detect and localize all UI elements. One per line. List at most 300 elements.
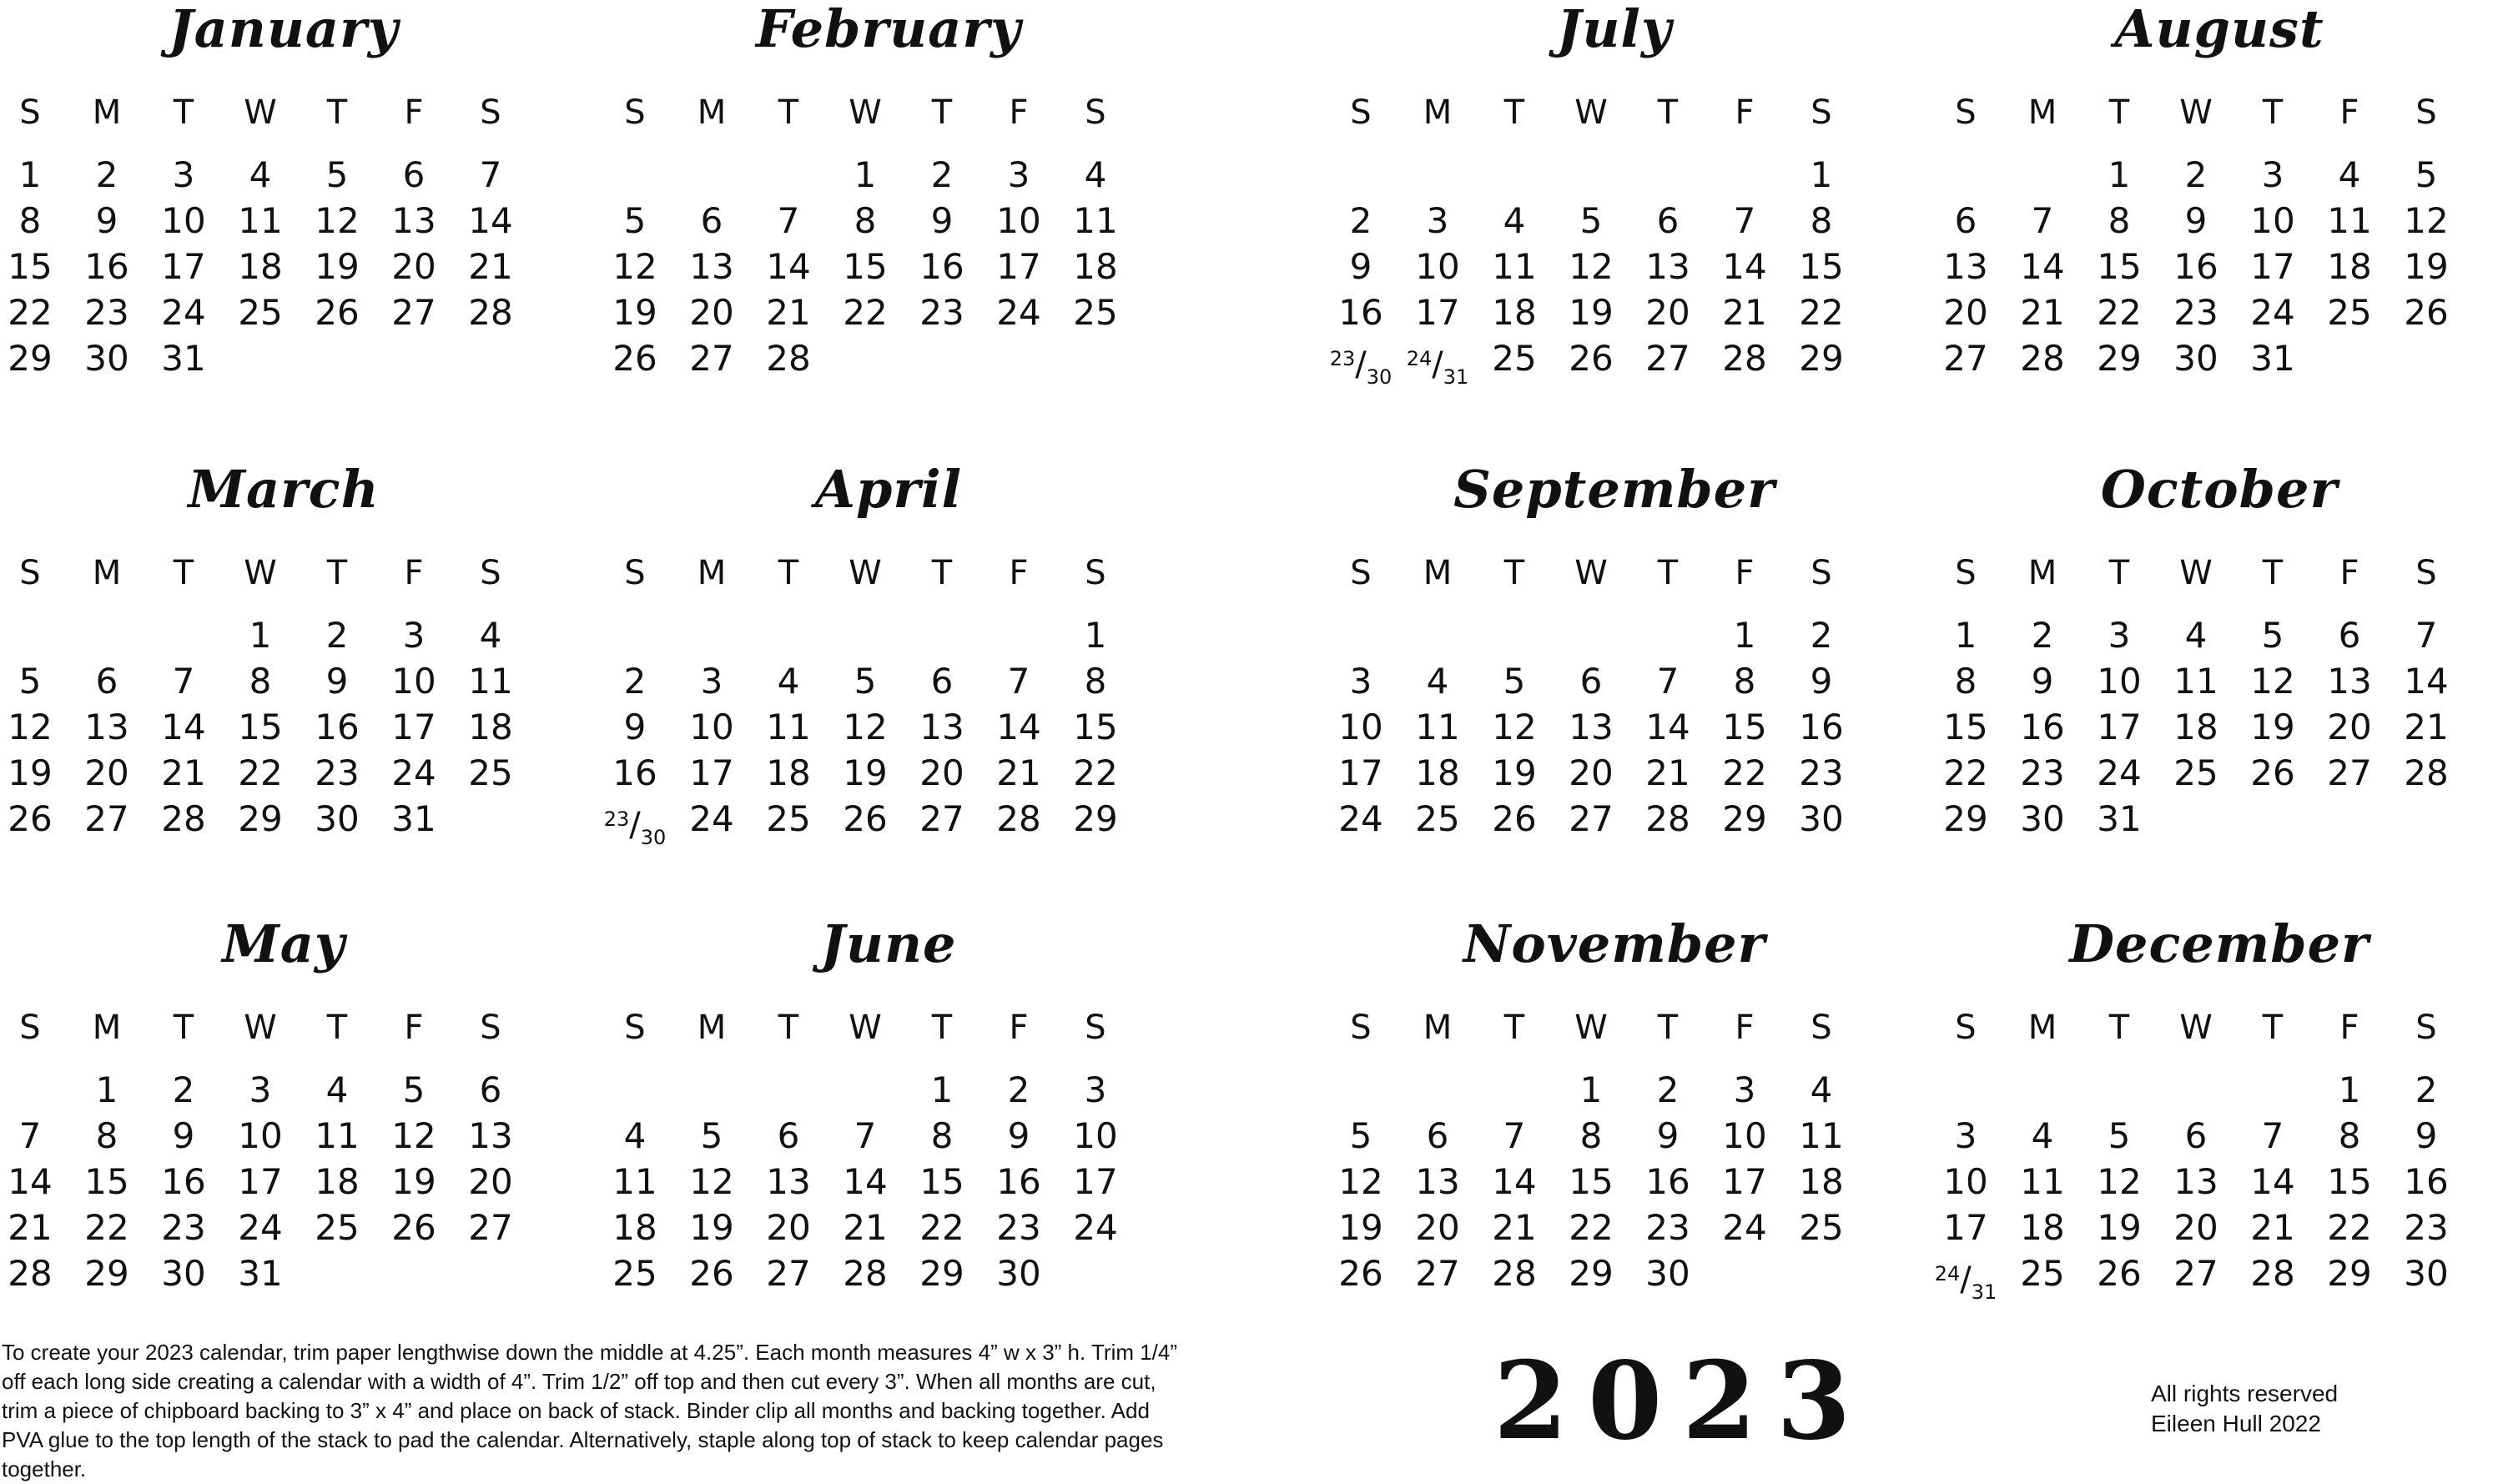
day-cell: 14 — [468, 200, 513, 241]
day-cell: 25 — [468, 752, 513, 793]
day-cell: 9 — [1810, 661, 1833, 702]
weekday-header: W — [244, 1009, 277, 1047]
weekday-header: W — [1574, 554, 1608, 592]
day-cell: 17 — [2250, 246, 2295, 287]
day-cell: 5 — [854, 661, 877, 702]
day-cell: 14 — [8, 1161, 53, 1202]
day-cell: 25 — [1492, 338, 1537, 379]
day-cell: 6 — [2338, 615, 2361, 656]
day-cell: 5 — [2415, 154, 2438, 195]
day-cell: 6 — [700, 200, 723, 241]
month-december — [1936, 915, 2503, 1332]
weekday-header: T — [778, 554, 799, 592]
weekday-header: T — [326, 1009, 348, 1047]
weekday-header: F — [2339, 554, 2359, 592]
day-cell: 24 — [1722, 1207, 1767, 1248]
day-cell: 28 — [2404, 752, 2449, 793]
day-cell: 15 — [1073, 707, 1118, 747]
day-cell-shared: $^{23}/_{30}$ — [603, 806, 667, 849]
day-cell: 22 — [2097, 292, 2142, 333]
day-cell: 12 — [843, 707, 888, 747]
copyright-notice — [2151, 1379, 2338, 1439]
day-cell: 22 — [8, 292, 53, 333]
day-cell: 14 — [2404, 661, 2449, 702]
day-cell: 4 — [1810, 1069, 1833, 1110]
day-cell: 2 — [2415, 1069, 2438, 1110]
weekday-header: M — [697, 554, 727, 592]
weekday-header: S — [480, 554, 501, 592]
day-cell: 11 — [468, 661, 513, 702]
day-cell: 24 — [1073, 1207, 1118, 1248]
day-cell: 21 — [161, 752, 206, 793]
day-cell: 26 — [8, 798, 53, 839]
weekday-header: T — [931, 1009, 953, 1047]
day-cell: 30 — [2173, 338, 2218, 379]
day-cell: 24 — [238, 1207, 283, 1248]
day-cell: 13 — [1943, 246, 1988, 287]
month-october — [1936, 460, 2503, 878]
day-cell: 7 — [2261, 1115, 2284, 1156]
day-cell: 27 — [689, 338, 734, 379]
day-cell: 10 — [1073, 1115, 1118, 1156]
day-cell: 3 — [2261, 154, 2284, 195]
day-cell: 10 — [2097, 661, 2142, 702]
day-cell: 22 — [843, 292, 888, 333]
day-cell: 5 — [700, 1115, 723, 1156]
day-cell: 7 — [1007, 661, 1030, 702]
weekday-header: S — [1350, 1009, 1372, 1047]
day-cell: 26 — [1338, 1253, 1383, 1294]
weekday-header: S — [624, 554, 646, 592]
day-cell: 25 — [1415, 798, 1460, 839]
weekday-header: T — [778, 93, 799, 132]
day-cell: 15 — [1943, 707, 1988, 747]
day-cell: 16 — [2173, 246, 2218, 287]
weekday-header: F — [2339, 1009, 2359, 1047]
day-cell: 25 — [2327, 292, 2372, 333]
day-cell: 11 — [1799, 1115, 1844, 1156]
month-title: October — [2100, 459, 2339, 520]
day-cell: 6 — [1426, 1115, 1449, 1156]
day-cell: 25 — [2173, 752, 2218, 793]
day-cell: 22 — [919, 1207, 964, 1248]
day-cell: 7 — [777, 200, 800, 241]
day-cell: 13 — [2173, 1161, 2218, 1202]
day-cell: 9 — [1007, 1115, 1030, 1156]
day-cell: 7 — [854, 1115, 877, 1156]
day-cell: 1 — [930, 1069, 954, 1110]
day-cell: 9 — [1656, 1115, 1680, 1156]
weekday-header: F — [1735, 1009, 1755, 1047]
day-cell: 2 — [2031, 615, 2054, 656]
day-cell: 13 — [1569, 707, 1614, 747]
day-cell: 2 — [1810, 615, 1833, 656]
day-cell: 29 — [1569, 1253, 1614, 1294]
day-cell: 22 — [84, 1207, 129, 1248]
day-cell: 14 — [996, 707, 1041, 747]
weekday-header: M — [2027, 93, 2057, 132]
day-cell: 18 — [1415, 752, 1460, 793]
day-cell: 9 — [95, 200, 118, 241]
weekday-header: S — [480, 93, 501, 132]
day-cell: 15 — [238, 707, 283, 747]
day-cell: 8 — [249, 661, 272, 702]
day-cell: 11 — [1492, 246, 1537, 287]
day-cell: 8 — [1579, 1115, 1603, 1156]
weekday-header: T — [1657, 1009, 1679, 1047]
weekday-header: W — [2179, 1009, 2213, 1047]
day-cell: 13 — [84, 707, 129, 747]
day-cell: 12 — [8, 707, 53, 747]
day-cell: 22 — [1073, 752, 1118, 793]
day-cell: 22 — [1943, 752, 1988, 793]
day-cell: 19 — [1492, 752, 1537, 793]
day-cell: 8 — [2338, 1115, 2361, 1156]
weekday-header: F — [1735, 554, 1755, 592]
day-cell: 16 — [2020, 707, 2065, 747]
day-cell: 21 — [996, 752, 1041, 793]
day-cell: 18 — [2173, 707, 2218, 747]
day-cell: 2 — [1349, 200, 1372, 241]
day-cell: 6 — [777, 1115, 800, 1156]
month-title: August — [2114, 0, 2324, 59]
day-cell: 21 — [1645, 752, 1690, 793]
day-cell: 6 — [95, 661, 118, 702]
weekday-header: S — [1955, 93, 1977, 132]
day-cell: 5 — [2261, 615, 2284, 656]
day-cell: 20 — [919, 752, 964, 793]
day-cell: 16 — [1799, 707, 1844, 747]
day-cell: 23 — [84, 292, 129, 333]
day-cell: 24 — [391, 752, 436, 793]
day-cell: 14 — [1645, 707, 1690, 747]
day-cell: 17 — [996, 246, 1041, 287]
day-cell: 27 — [1415, 1253, 1460, 1294]
day-cell: 5 — [2108, 1115, 2131, 1156]
day-cell: 15 — [919, 1161, 964, 1202]
day-cell: 20 — [1645, 292, 1690, 333]
weekday-header: S — [1085, 93, 1106, 132]
month-march — [0, 460, 584, 878]
weekday-header: M — [1423, 554, 1453, 592]
day-cell: 21 — [2404, 707, 2449, 747]
month-title: April — [814, 459, 963, 520]
day-cell: 20 — [391, 246, 436, 287]
month-title: June — [820, 913, 957, 974]
weekday-header: M — [2027, 1009, 2057, 1047]
day-cell: 18 — [612, 1207, 657, 1248]
month-title: December — [2069, 913, 2370, 974]
day-cell-shared: $^{23}/_{30}$ — [1329, 345, 1393, 389]
day-cell: 5 — [1349, 1115, 1372, 1156]
weekday-header: F — [1735, 93, 1755, 132]
day-cell: 16 — [919, 246, 964, 287]
day-cell: 15 — [2097, 246, 2142, 287]
day-cell: 12 — [689, 1161, 734, 1202]
day-cell: 8 — [95, 1115, 118, 1156]
day-cell: 28 — [2020, 338, 2065, 379]
day-cell: 29 — [84, 1253, 129, 1294]
day-cell: 8 — [18, 200, 42, 241]
day-cell: 4 — [2338, 154, 2361, 195]
day-cell: 24 — [161, 292, 206, 333]
day-cell: 4 — [249, 154, 272, 195]
day-cell: 22 — [238, 752, 283, 793]
day-cell: 27 — [84, 798, 129, 839]
day-cell: 25 — [2020, 1253, 2065, 1294]
day-cell: 21 — [8, 1207, 53, 1248]
day-cell: 13 — [766, 1161, 811, 1202]
day-cell: 8 — [930, 1115, 954, 1156]
day-cell: 5 — [1503, 661, 1526, 702]
day-cell: 4 — [1426, 661, 1449, 702]
day-cell: 10 — [161, 200, 206, 241]
day-cell: 12 — [2404, 200, 2449, 241]
day-cell: 8 — [1084, 661, 1107, 702]
day-cell: 15 — [2327, 1161, 2372, 1202]
day-cell: 23 — [2404, 1207, 2449, 1248]
day-cell: 23 — [2173, 292, 2218, 333]
day-cell: 5 — [18, 661, 42, 702]
day-cell: 28 — [1722, 338, 1767, 379]
day-cell: 2 — [172, 1069, 195, 1110]
weekday-header: F — [2339, 93, 2359, 132]
day-cell: 10 — [2250, 200, 2295, 241]
day-cell: 28 — [8, 1253, 53, 1294]
day-cell: 18 — [2020, 1207, 2065, 1248]
instructions-text: To create your 2023 calendar, trim paper lengthwise down the middle at 4.25”. Each month measures 4” w x 3” h. Trim 1/4” off each long side creating a calendar with a width of 4”. Trim 1/2” off top and then cut every 3”. When all months are cut, trim a piece of chipboard backing to 3” x 4” and place on back of stack. Binder clip all months and backing together. Add PVA glue to the top length of the stack to pad the calendar. Alternatively, staple along top of stack to keep calendar pages together. — [2, 1340, 1178, 1481]
weekday-header: W — [2179, 554, 2213, 592]
weekday-header: S — [2415, 93, 2437, 132]
weekday-header: T — [931, 554, 953, 592]
day-cell: 28 — [996, 798, 1041, 839]
day-cell: 1 — [1579, 1069, 1603, 1110]
day-cell: 11 — [1073, 200, 1118, 241]
day-cell: 19 — [315, 246, 360, 287]
day-cell: 15 — [8, 246, 53, 287]
weekday-header: T — [931, 93, 953, 132]
day-cell: 30 — [2404, 1253, 2449, 1294]
day-cell: 1 — [1810, 154, 1833, 195]
weekday-header: W — [1574, 1009, 1608, 1047]
weekday-header: T — [173, 554, 194, 592]
day-cell: 16 — [84, 246, 129, 287]
day-cell: 14 — [843, 1161, 888, 1202]
day-cell: 10 — [238, 1115, 283, 1156]
day-cell: 20 — [766, 1207, 811, 1248]
day-cell: 18 — [1799, 1161, 1844, 1202]
weekday-header: T — [2262, 1009, 2284, 1047]
day-cell: 1 — [1084, 615, 1107, 656]
day-cell: 15 — [1799, 246, 1844, 287]
day-cell: 4 — [623, 1115, 647, 1156]
day-cell: 19 — [2250, 707, 2295, 747]
weekday-header: T — [1503, 554, 1525, 592]
day-cell: 22 — [1569, 1207, 1614, 1248]
day-cell: 22 — [2327, 1207, 2372, 1248]
year-title: 2023 — [1493, 1339, 1871, 1464]
weekday-header: M — [1423, 1009, 1453, 1047]
day-cell: 8 — [1733, 661, 1756, 702]
weekday-header: T — [173, 93, 194, 132]
day-cell: 7 — [172, 661, 195, 702]
day-cell: 19 — [2097, 1207, 2142, 1248]
day-cell: 18 — [2327, 246, 2372, 287]
month-june — [605, 915, 1189, 1332]
day-cell: 2 — [325, 615, 349, 656]
weekday-header: W — [244, 93, 277, 132]
weekday-header: M — [697, 93, 727, 132]
day-cell: 20 — [84, 752, 129, 793]
day-cell: 26 — [612, 338, 657, 379]
day-cell: 6 — [1954, 200, 1977, 241]
day-cell: 21 — [843, 1207, 888, 1248]
day-cell: 16 — [996, 1161, 1041, 1202]
day-cell: 13 — [1645, 246, 1690, 287]
day-cell: 10 — [1338, 707, 1383, 747]
day-cell: 3 — [172, 154, 195, 195]
day-cell: 31 — [2097, 798, 2142, 839]
day-cell: 20 — [689, 292, 734, 333]
weekday-header: F — [1009, 554, 1029, 592]
weekday-header: T — [1657, 554, 1679, 592]
day-cell: 11 — [2020, 1161, 2065, 1202]
day-cell: 13 — [689, 246, 734, 287]
day-cell: 27 — [468, 1207, 513, 1248]
day-cell: 26 — [843, 798, 888, 839]
day-cell: 31 — [391, 798, 436, 839]
day-cell: 19 — [2404, 246, 2449, 287]
weekday-header: F — [404, 554, 424, 592]
weekday-header: S — [1811, 554, 1832, 592]
day-cell: 1 — [18, 154, 42, 195]
day-cell: 30 — [84, 338, 129, 379]
day-cell: 13 — [919, 707, 964, 747]
day-cell-shared: $^{24}/_{31}$ — [1406, 345, 1469, 389]
rights-line: All rights reserved — [2151, 1381, 2339, 1406]
day-cell: 16 — [612, 752, 657, 793]
day-cell: 1 — [1954, 615, 1977, 656]
day-cell: 29 — [2097, 338, 2142, 379]
day-cell: 28 — [468, 292, 513, 333]
weekday-header: M — [2027, 554, 2057, 592]
day-cell: 2 — [2184, 154, 2208, 195]
day-cell: 27 — [1645, 338, 1690, 379]
weekday-header: T — [2108, 93, 2130, 132]
day-cell: 8 — [854, 200, 877, 241]
day-cell: 24 — [689, 798, 734, 839]
month-title: May — [222, 913, 345, 974]
day-cell: 30 — [315, 798, 360, 839]
day-cell: 3 — [1349, 661, 1372, 702]
day-cell: 9 — [2184, 200, 2208, 241]
weekday-header: S — [19, 1009, 41, 1047]
day-cell: 2 — [930, 154, 954, 195]
day-cell: 6 — [402, 154, 426, 195]
day-cell: 25 — [315, 1207, 360, 1248]
weekday-header: S — [19, 93, 41, 132]
weekday-header: S — [1811, 1009, 1832, 1047]
day-cell: 7 — [2415, 615, 2438, 656]
day-cell: 26 — [2404, 292, 2449, 333]
weekday-header: T — [173, 1009, 194, 1047]
month-title: March — [188, 459, 380, 520]
day-cell: 28 — [2250, 1253, 2295, 1294]
day-cell: 20 — [2327, 707, 2372, 747]
day-cell: 18 — [238, 246, 283, 287]
day-cell: 17 — [1338, 752, 1383, 793]
day-cell: 21 — [2250, 1207, 2295, 1248]
day-cell: 12 — [612, 246, 657, 287]
day-cell: 26 — [1492, 798, 1537, 839]
month-august — [1936, 0, 2503, 417]
day-cell: 8 — [1954, 661, 1977, 702]
day-cell: 27 — [391, 292, 436, 333]
day-cell: 22 — [1799, 292, 1844, 333]
day-cell: 18 — [468, 707, 513, 747]
day-cell: 16 — [161, 1161, 206, 1202]
weekday-header: S — [624, 93, 646, 132]
day-cell: 7 — [1503, 1115, 1526, 1156]
day-cell: 28 — [161, 798, 206, 839]
day-cell: 13 — [468, 1115, 513, 1156]
month-july — [1331, 0, 1915, 417]
day-cell: 10 — [689, 707, 734, 747]
day-cell: 2 — [1007, 1069, 1030, 1110]
day-cell: 16 — [1338, 292, 1383, 333]
day-cell: 4 — [2031, 1115, 2054, 1156]
day-cell: 4 — [1084, 154, 1107, 195]
day-cell: 28 — [1645, 798, 1690, 839]
day-cell: 24 — [2097, 752, 2142, 793]
weekday-header: T — [1503, 1009, 1525, 1047]
day-cell: 29 — [1073, 798, 1118, 839]
day-cell: 1 — [2338, 1069, 2361, 1110]
day-cell: 3 — [2108, 615, 2131, 656]
day-cell: 11 — [2327, 200, 2372, 241]
day-cell: 14 — [766, 246, 811, 287]
day-cell: 20 — [1569, 752, 1614, 793]
day-cell: 30 — [2020, 798, 2065, 839]
day-cell: 20 — [1943, 292, 1988, 333]
day-cell: 29 — [238, 798, 283, 839]
day-cell: 25 — [1799, 1207, 1844, 1248]
day-cell: 5 — [1579, 200, 1603, 241]
day-cell: 15 — [1569, 1161, 1614, 1202]
day-cell: 19 — [1569, 292, 1614, 333]
day-cell: 21 — [1492, 1207, 1537, 1248]
weekday-header: W — [849, 93, 882, 132]
day-cell: 15 — [84, 1161, 129, 1202]
day-cell: 9 — [930, 200, 954, 241]
day-cell: 24 — [996, 292, 1041, 333]
day-cell: 13 — [391, 200, 436, 241]
day-cell: 23 — [315, 752, 360, 793]
day-cell: 11 — [315, 1115, 360, 1156]
day-cell: 6 — [1579, 661, 1603, 702]
day-cell: 12 — [2250, 661, 2295, 702]
day-cell: 26 — [2097, 1253, 2142, 1294]
weekday-header: M — [92, 1009, 122, 1047]
day-cell: 18 — [1492, 292, 1537, 333]
day-cell: 3 — [1954, 1115, 1977, 1156]
day-cell: 25 — [766, 798, 811, 839]
month-april — [605, 460, 1189, 878]
weekday-header: M — [92, 554, 122, 592]
day-cell: 1 — [2108, 154, 2131, 195]
day-cell: 23 — [2020, 752, 2065, 793]
day-cell: 10 — [1943, 1161, 1988, 1202]
